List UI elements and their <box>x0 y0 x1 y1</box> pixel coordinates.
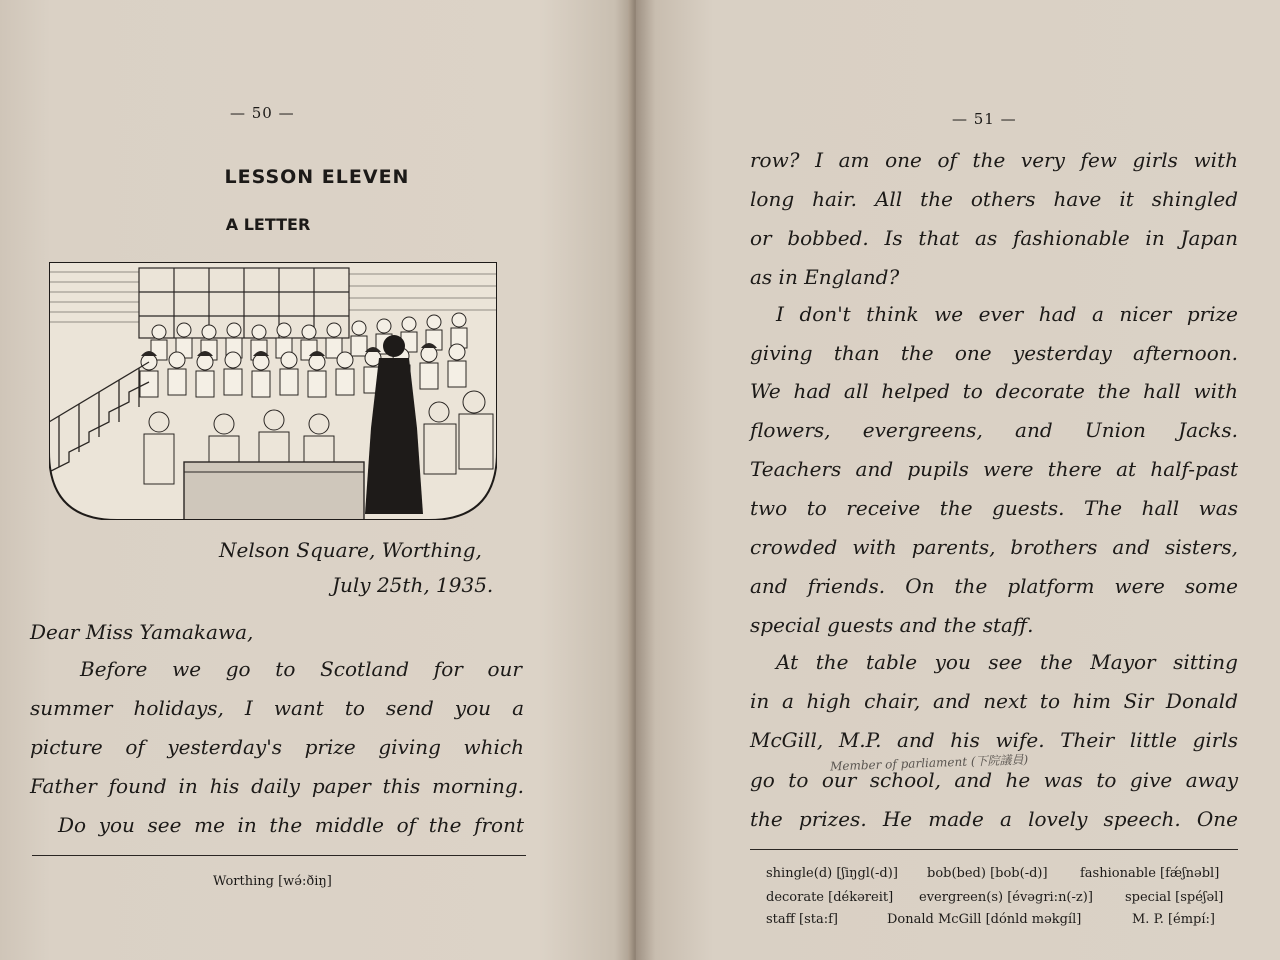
text-line: I don't think we ever had a nicer prize <box>776 302 1238 326</box>
text-line: go to our school, and he was to give away <box>750 768 1238 792</box>
address-line-1: Nelson Square, Worthing, <box>219 538 482 562</box>
text-line: row? I am one of the very few girls with <box>750 148 1238 172</box>
footnote-divider <box>750 849 1238 850</box>
footnote-item: staff [sta:f] <box>766 912 838 927</box>
text-line: as in England? <box>750 265 900 289</box>
right-page <box>636 0 1280 960</box>
text-line: the prizes. He made a lovely speech. One <box>750 807 1238 831</box>
left-page <box>0 0 634 960</box>
footnote-item: evergreen(s) [évəgri:n(-z)] <box>919 890 1093 905</box>
letter-line: picture of yesterday's prize giving which <box>30 735 524 759</box>
text-line: At the table you see the Mayor sitting <box>776 650 1238 674</box>
text-line: We had all helped to decorate the hall with <box>750 379 1238 403</box>
letter-line: summer holidays, I want to send you a <box>30 696 524 720</box>
text-line: in a high chair, and next to him Sir Donald <box>750 689 1238 713</box>
footnote-item: special [spéʃəl] <box>1125 890 1224 905</box>
page-number-left: — 50 — <box>230 104 295 122</box>
text-line: flowers, evergreens, and Union Jacks. <box>750 418 1238 442</box>
lesson-title: LESSON ELEVEN <box>224 166 410 188</box>
footnote-item: shingle(d) [ʃiŋgl(-d)] <box>766 866 898 881</box>
lesson-subtitle: A LETTER <box>225 215 311 234</box>
text-line: crowded with parents, brothers and sisters, <box>750 535 1238 559</box>
letter-line: Before we go to Scotland for our <box>80 657 522 681</box>
footnote-divider <box>32 855 526 856</box>
text-line: McGill, M.P. and his wife. Their little girls <box>750 728 1238 752</box>
text-line: long hair. All the others have it shingled <box>750 187 1238 211</box>
footnote-item: Donald McGill [dónld məkgíl] <box>887 912 1082 927</box>
page-number-right: — 51 — <box>952 110 1017 128</box>
text-line: or bobbed. Is that as fashionable in Japan <box>750 226 1238 250</box>
prize-giving-illustration <box>49 262 497 520</box>
text-line: two to receive the guests. The hall was <box>750 496 1238 520</box>
letter-line: Do you see me in the middle of the front <box>58 813 524 837</box>
handwritten-annotation: Member of parliament (下院議員) <box>829 752 1029 774</box>
text-line: Teachers and pupils were there at half-past <box>750 457 1238 481</box>
footnote-worthing: Worthing [wə́:ðiŋ] <box>213 874 332 889</box>
text-line: giving than the one yesterday afternoon. <box>750 341 1238 365</box>
address-line-2: July 25th, 1935. <box>332 573 494 597</box>
text-line: special guests and the staff. <box>750 613 1034 637</box>
salutation: Dear Miss Yamakawa, <box>30 620 254 644</box>
text-line: and friends. On the platform were some <box>750 574 1238 598</box>
footnote-item: decorate [dékəreit] <box>766 890 894 905</box>
footnote-item: M. P. [émpí:] <box>1132 912 1215 927</box>
letter-line: Father found in his daily paper this morning. <box>30 774 524 798</box>
footnote-item: fashionable [fǽʃnəbl] <box>1080 866 1220 881</box>
footnote-item: bob(bed) [bob(-d)] <box>927 866 1048 881</box>
